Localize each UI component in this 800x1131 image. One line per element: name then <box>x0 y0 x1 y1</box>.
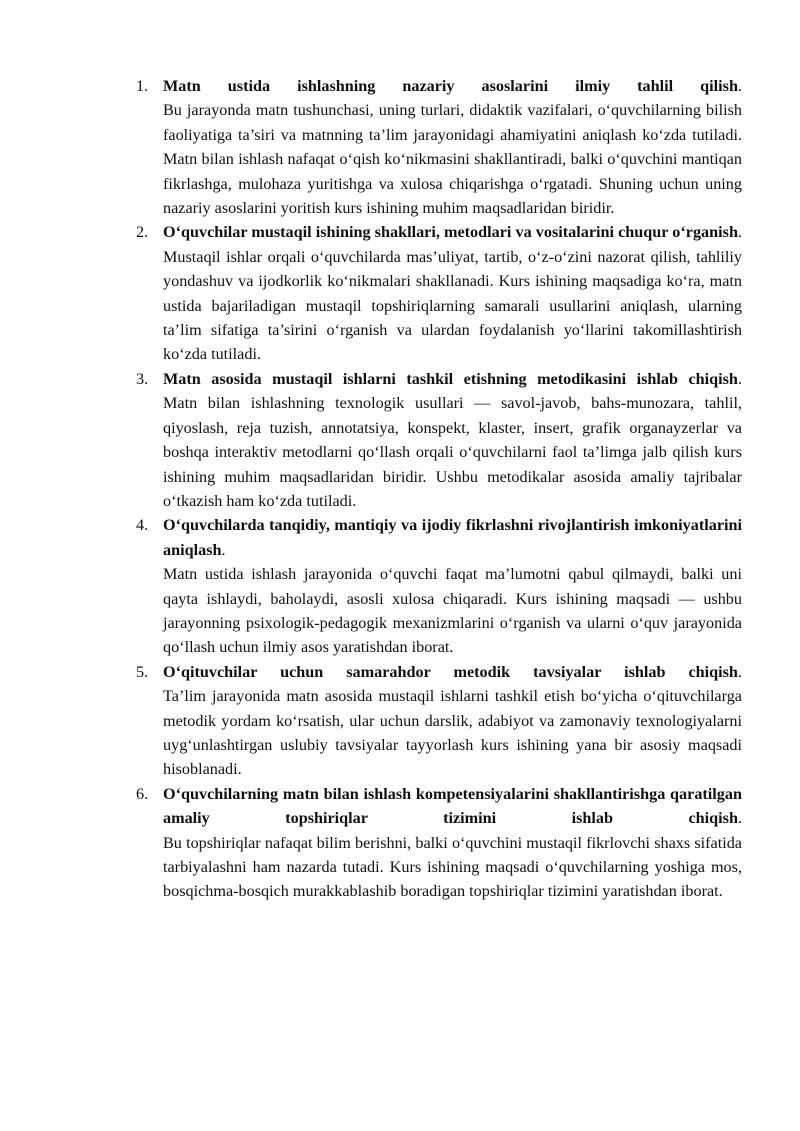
item-title-end: . <box>737 662 742 681</box>
goals-list <box>136 74 742 904</box>
item-number: 6. <box>136 784 149 803</box>
list-item <box>136 660 742 782</box>
item-title: Matn ustida ishlashning nazariy asoslarini ilmiy tahlil qilish <box>163 77 738 95</box>
item-heading <box>163 74 742 98</box>
item-description: Bu jarayonda matn tushunchasi, uning turlari, didaktik vazifalari, o‘quvchilarning bilish faoliyatiga ta’siri va matnning ta’lim jarayonidagi ahamiyatini aniqlash ko‘zda tutiladi. Matn bilan ishlash nafaqat o‘qish ko‘nikmasini shakllantiradi, balki o‘quvchini mantiqan fikrlashga, mulohaza yuritishga va xulosa chiqarishga o‘rgatadi. Shuning uchun uning nazariy asoslarini yoritish kurs ishining muhim maqsadlaridan biridir. <box>163 101 742 218</box>
item-number: 3. <box>136 369 149 388</box>
item-title: O‘qituvchilar uchun samarahdor metodik tavsiyalar ishlab chiqish <box>163 662 738 681</box>
item-number: 2. <box>136 223 149 242</box>
item-heading <box>163 782 742 831</box>
item-title: O‘quvchilarda tanqidiy, mantiqiy va ijodiy fikrlashni rivojlantirish imkoniyatlarini aniqlash <box>163 516 742 559</box>
list-item <box>136 74 742 220</box>
list-item <box>136 367 742 513</box>
item-number: 5. <box>136 662 149 681</box>
item-description: Matn ustida ishlash jarayonida o‘quvchi faqat ma’lumotni qabul qilmaydi, balki uni qayta ishlaydi, baholaydi, asosli xulosa chiqaradi. Kurs ishining maqsadi — ushbu jarayonning psixologik-pedagogik mexanizmlarini o‘rganish va ularni o‘quv jarayonida qo‘llash uchun ilmiy asos yaratishdan iborat. <box>163 565 742 657</box>
list-item <box>136 220 742 366</box>
item-heading <box>163 513 742 562</box>
item-title-end: . <box>737 369 742 388</box>
item-title: O‘quvchilarning matn bilan ishlash kompetensiyalarini shakllantirishga qaratilgan amaliy topshiriqlar tizimini ishlab chiqish <box>163 784 742 828</box>
item-description: Mustaqil ishlar orqali o‘quvchilarda mas’uliyat, tartib, o‘z-o‘zini nazorat qilish, tahliliy yondashuv va ijodkorlik ko‘nikmalari shakllanadi. Kurs ishining maqsadiga ko‘ra, matn ustida bajariladigan mustaqil topshiriqlarning samarali usullarini aniqlash, ularning ta’lim sifatiga ta’sirini o‘rganish va ulardan foydalanish yo‘llarini takomillashtirish ko‘zda tutiladi. <box>163 247 742 364</box>
item-description: Matn bilan ishlashning texnologik usullari — savol-javob, bahs-munozara, tahlil, qiyoslash, reja tuzish, annotatsiya, konspekt, klaster, insert, grafik organayzerlar va boshqa interaktiv metodlarni qo‘llash orqali o‘quvchilarni faol ta’limga jalb qilish kurs ishining muhim maqsadlaridan biridir. Ushbu metodikalar asosida amaliy tajribalar o‘tkazish ham ko‘zda tutiladi. <box>163 394 742 510</box>
list-item <box>136 782 742 904</box>
item-heading <box>163 660 742 684</box>
item-number: 1. <box>136 77 149 95</box>
item-description: Ta’lim jarayonida matn asosida mustaqil ishlarni tashkil etish bo‘yicha o‘qituvchilarga metodik yordam ko‘rsatish, ular uchun darslik, adabiyot va zamonaviy texnologiyalarni uyg‘unlashtirgan uslubiy tavsiyalar tayyorlash kurs ishining yana bir asosiy maqsadi hisoblanadi. <box>163 687 742 779</box>
item-number: 4. <box>136 516 149 535</box>
item-description: Bu topshiriqlar nafaqat bilim berishni, balki o‘quvchini mustaqil fikrlovchi shaxs sifatida tarbiyalashni ham nazarda tutadi. Kurs ishining maqsadi o‘quvchilarning yoshiga mos, bosqichma-bosqich murakkablashib boradigan topshiriqlar tizimini yaratishdan iborat. <box>163 833 742 901</box>
item-heading <box>163 367 742 391</box>
item-title-end: . <box>737 77 742 95</box>
list-item <box>136 513 742 659</box>
item-title-end: . <box>221 540 226 559</box>
item-title-end: . <box>737 809 742 828</box>
item-title: O‘quvchilar mustaqil ishining shakllari, metodlari va vositalarini chuqur o‘rganish <box>163 223 738 242</box>
item-title: Matn asosida mustaqil ishlarni tashkil etishning metodikasini ishlab chiqish <box>163 369 738 388</box>
item-title-end: . <box>737 223 742 242</box>
item-heading <box>163 220 742 244</box>
